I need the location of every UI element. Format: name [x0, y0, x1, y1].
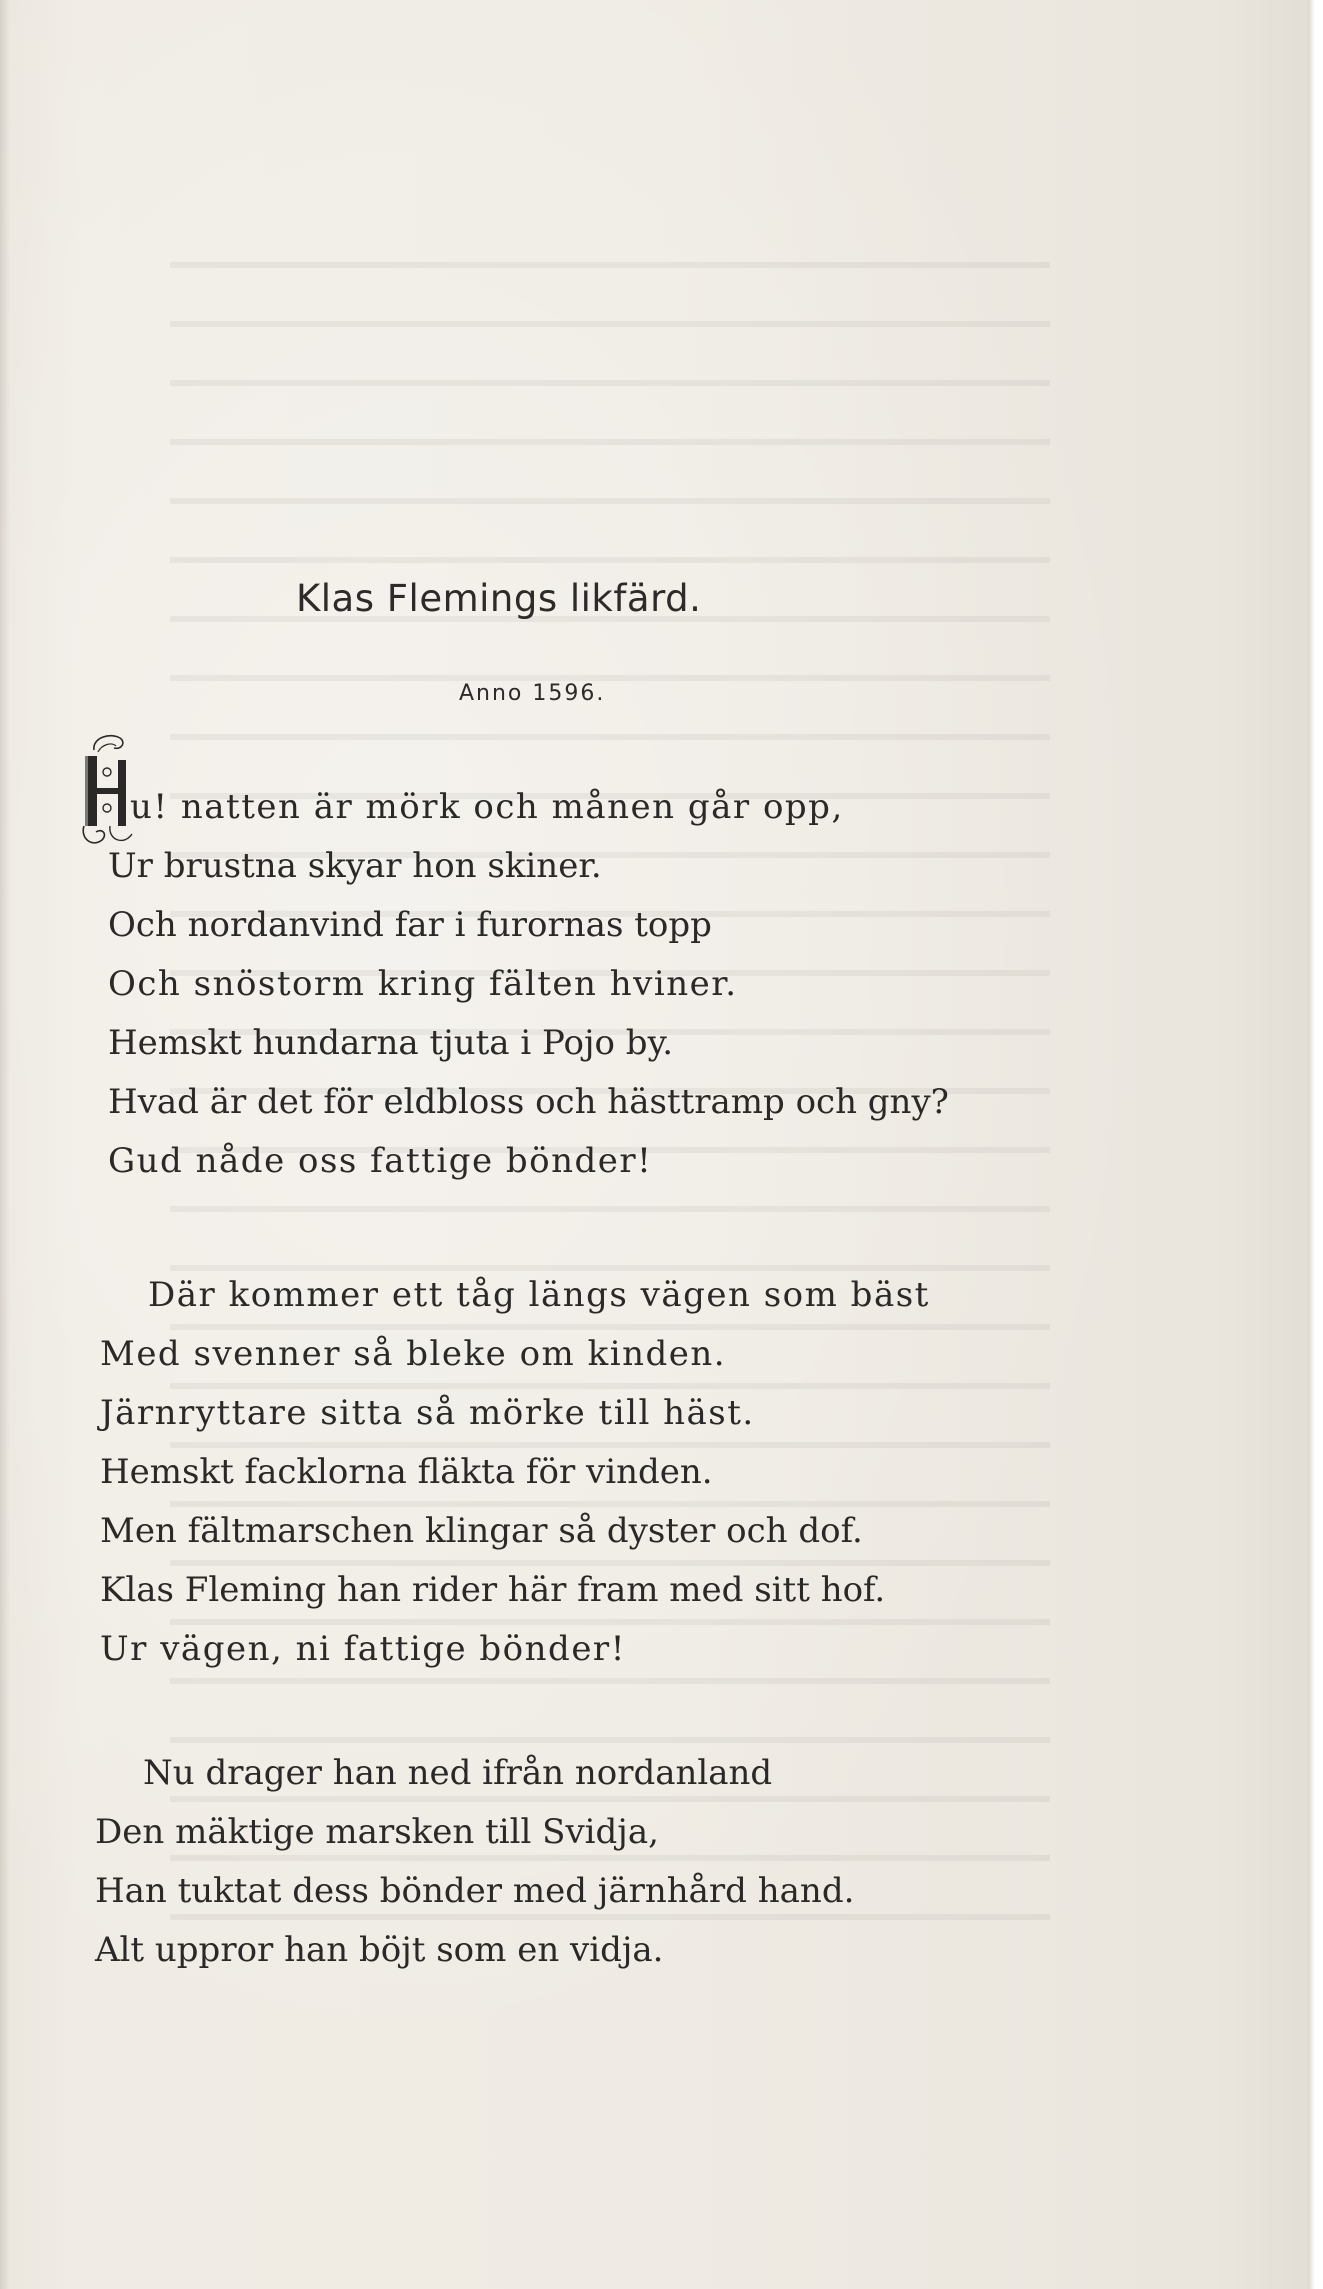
stanza-1 [108, 778, 949, 1191]
poem-line: Med svenner så bleke om kinden. [100, 1334, 727, 1374]
poem-line: Hemskt hundarna tjuta i Pojo by. [108, 1023, 674, 1063]
poem-subtitle: Anno 1596. [459, 681, 606, 706]
poem-line: Klas Fleming han rider här fram med sitt hof. [100, 1570, 886, 1610]
poem-line: Hemskt facklorna fläkta för vinden. [100, 1452, 713, 1492]
poem-line: u! natten är mörk och månen går opp, [130, 787, 844, 827]
poem-line: Och nordanvind far i furornas topp [108, 905, 712, 945]
poem-line: Alt uppror han böjt som en vidja. [95, 1930, 664, 1970]
poem-line: Järnryttare sitta så mörke till häst. [100, 1393, 755, 1433]
stanza-2 [100, 1266, 930, 1679]
gutter-shadow [0, 0, 10, 2289]
poem-line: Nu drager han ned ifrån nordanland [143, 1753, 773, 1793]
poem-line: Men fältmarschen klingar så dyster och dof. [100, 1511, 863, 1551]
poem-line: Ur brustna skyar hon skiner. [108, 846, 602, 886]
poem-line: Hvad är det för eldbloss och hästtramp och gny? [108, 1082, 949, 1122]
page-edge [1308, 0, 1323, 2289]
poem-line: Gud nåde oss fattige bönder! [108, 1141, 653, 1181]
poem-line: Han tuktat dess bönder med järnhård hand. [95, 1871, 855, 1911]
poem-title: Klas Flemings likfärd. [296, 577, 702, 620]
poem-line: Och snöstorm kring fälten hviner. [108, 964, 738, 1004]
poem-line: Ur vägen, ni fattige bönder! [100, 1629, 626, 1669]
poem-line: Den mäktige marsken till Svidja, [95, 1812, 659, 1852]
stanza-3 [95, 1744, 854, 1980]
poem-line: Där kommer ett tåg längs vägen som bäst [148, 1275, 930, 1315]
